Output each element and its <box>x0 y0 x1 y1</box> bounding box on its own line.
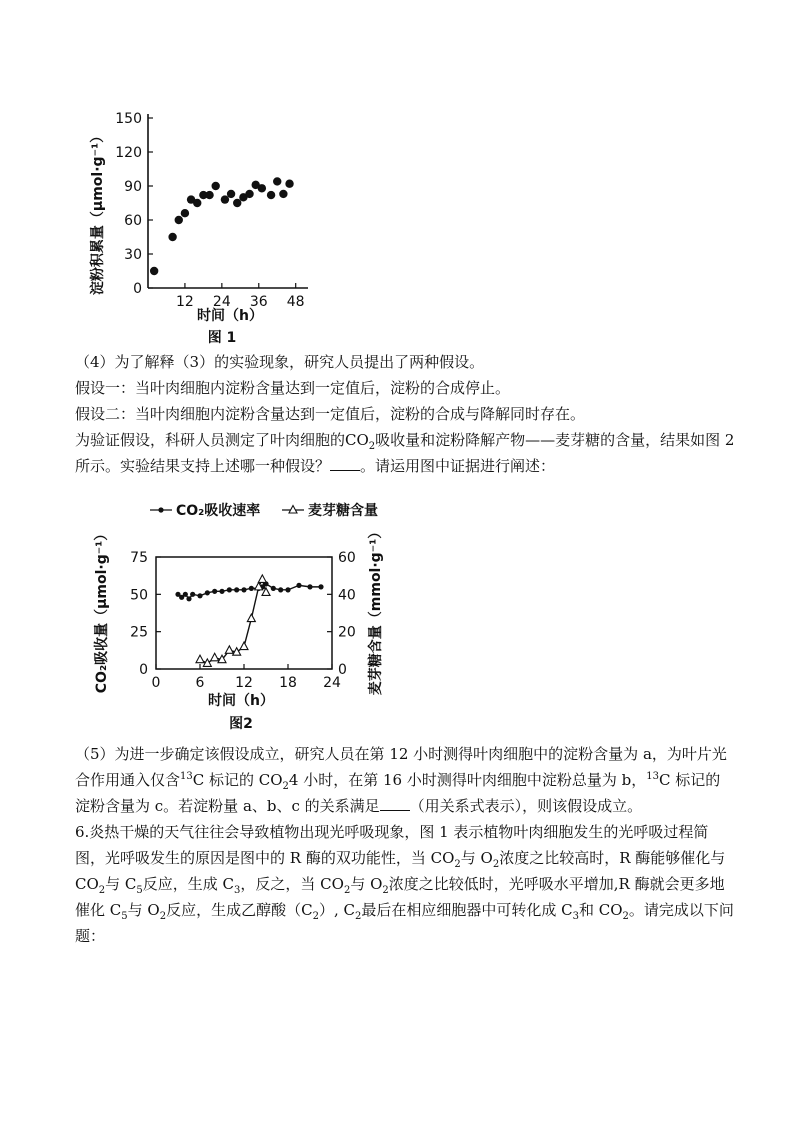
figure-2-xtick-label: 24 <box>323 675 341 691</box>
figure-2-co2-point <box>234 587 239 592</box>
figure-2-line-chart <box>88 495 408 735</box>
figure-1-ytick-label: 120 <box>115 145 142 161</box>
figure-2-caption: 图2 <box>229 716 253 732</box>
figure-2-co2-point <box>278 587 283 592</box>
figure-1-ytick-label: 90 <box>124 179 142 195</box>
figure-2-right-tick-label: 60 <box>338 550 356 566</box>
question-6: 6.炎热干燥的天气往往会导致植物出现光呼吸现象，图 1 表示植物叶肉细胞发生的光呼吸过程简图，光呼吸发生的原因是图中的 R 酶的双功能性，当 $CO_2$与 $O_2$浓度之比较高时，R 酶能够催化与 $CO_2$与 $C_5$反应，生成 $C_3$，反之，当 $CO_2$与 $O_2$浓度之比较低时，光呼吸水平增加,R 酶就会更多地催化 $C_5$与 $O_2$反应，生成乙醇酸$(C_2)$, $C_2$最后在相应细胞器中可转化成 $C_3$和 $CO_2$。请完成以下问题： <box>75 823 734 945</box>
figure-2-co2-point <box>227 587 232 592</box>
figure-1-data-point <box>245 190 253 198</box>
answer-blank-2 <box>380 796 410 811</box>
figure-2-ylabel-right: 麦芽糖含量（mmol·g⁻¹） <box>368 524 384 696</box>
figure-1-data-point <box>273 177 281 185</box>
figure-1-data-point <box>150 267 158 275</box>
figure-1-ytick-label: 150 <box>115 111 142 127</box>
figure-2-maltose-point <box>258 575 266 583</box>
question-4-block <box>75 349 735 479</box>
figure-1-data-point <box>267 191 275 199</box>
figure-1-data-point <box>285 180 293 188</box>
figure-2-maltose-point <box>247 614 255 622</box>
figure-1-ytick-label: 60 <box>124 213 142 229</box>
figure-2-co2-point <box>241 587 246 592</box>
figure-2-co2-point <box>271 586 276 591</box>
figure-2-xtick-label: 0 <box>151 675 161 691</box>
verify-paragraph: 为验证假设，科研人员测定了叶肉细胞的$CO_2$吸收量和淀粉降解产物——麦芽糖的含量，结果如图 2 所示。实验结果支持上述哪一种假设？ 。请运用图中证据进行阐述： <box>75 431 735 475</box>
figure-1-data-point <box>211 182 219 190</box>
figure-2-co2-point <box>186 596 191 601</box>
figure-2-maltose-point <box>225 646 233 654</box>
figure-2-co2-point <box>183 592 188 597</box>
figure-1-xtick-label: 24 <box>212 294 231 310</box>
figure-1-data-point <box>279 190 287 198</box>
figure-2-co2-point <box>285 587 290 592</box>
legend-co2-label: CO₂吸收速率 <box>176 503 261 519</box>
figure-1-xtick-label: 48 <box>286 294 305 310</box>
figure-2-maltose-point <box>240 642 248 650</box>
figure-2-co2-point <box>190 592 195 597</box>
figure-2-right-tick-label: 40 <box>338 587 356 604</box>
figure-2-co2-point <box>307 584 312 589</box>
figure-1-xtick-label: 36 <box>249 294 268 310</box>
figure-1-data-point <box>205 191 213 199</box>
legend-maltose-marker <box>289 506 297 514</box>
figure-2-co2-point <box>318 584 323 589</box>
figure-1-scatter-chart <box>80 108 320 348</box>
figure-1-data-point <box>233 199 241 207</box>
figure-2-right-tick-label: 0 <box>338 662 347 678</box>
figure-1-ytick-label: 0 <box>133 281 142 297</box>
figure-1-data-point <box>258 184 266 192</box>
figure-2-left-tick-label: 0 <box>139 662 148 678</box>
figure-2-co2-point <box>197 593 202 598</box>
figure-1-ylabel: 淀粉积累量（μmol·g⁻¹） <box>90 128 106 296</box>
legend-co2-marker <box>158 507 163 512</box>
figure-2-co2-point <box>249 586 254 591</box>
hypothesis-1: 假设一：当叶肉细胞内淀粉含量达到一定值后，淀粉的合成停止。 <box>75 379 511 397</box>
figure-2-ylabel-left: CO₂吸收量（μmol·g⁻¹） <box>94 526 110 694</box>
figure-1-ytick-label: 30 <box>124 247 142 263</box>
figure-2-maltose-point <box>196 655 204 663</box>
figure-2-right-tick-label: 20 <box>338 624 356 641</box>
legend-maltose-label: 麦芽糖含量 <box>308 503 378 519</box>
figure-2-co2-point <box>212 589 217 594</box>
figure-1-data-point <box>227 190 235 198</box>
figure-2-co2-point <box>205 590 210 595</box>
q4-intro: （4）为了解释（3）的实验现象，研究人员提出了两种假设。 <box>75 353 485 371</box>
figure-2-left-tick-label: 75 <box>130 550 148 566</box>
figure-2-co2-point <box>296 583 301 588</box>
figure-1-data-point <box>221 195 229 203</box>
figure-2-xtick-label: 6 <box>195 675 205 691</box>
question-5-6-block <box>75 741 735 949</box>
answer-blank <box>330 456 360 471</box>
figure-2-maltose-point <box>211 653 219 661</box>
figure-2-left-tick-label: 25 <box>130 624 148 641</box>
figure-2-left-tick-label: 50 <box>130 587 148 604</box>
figure-1-caption: 图 1 <box>207 330 237 346</box>
figure-1-data-point <box>193 199 201 207</box>
figure-2-xtick-label: 12 <box>235 675 253 691</box>
figure-1-xlabel: 时间（h） <box>197 308 263 324</box>
hypothesis-2: 假设二：当叶肉细胞内淀粉含量达到一定值后，淀粉的合成与降解同时存在。 <box>75 405 586 423</box>
figure-2-plot-frame <box>156 557 332 669</box>
figure-2-xlabel: 时间（h） <box>208 693 274 709</box>
figure-1-data-point <box>175 216 183 224</box>
figure-1-data-point <box>181 209 189 217</box>
question-5: （5）为进一步确定该假设成立，研究人员在第 12 小时测得叶肉细胞中的淀粉含量为 a，为叶片光合作用通入仅含$^{13}$C 标记的 $CO_24$ 小时，在第 16 小时测得叶肉细胞中淀粉总量为 b，$^{13}$C 标记的淀粉含量为 c。若淀粉量 a、b、c 的关系满足 （用关系式表示），则该假设成立。 <box>75 745 727 815</box>
figure-2-co2-point <box>219 589 224 594</box>
figure-1-xtick-label: 12 <box>176 294 194 310</box>
figure-1-data-point <box>168 233 176 241</box>
figure-2-xtick-label: 18 <box>279 675 297 691</box>
